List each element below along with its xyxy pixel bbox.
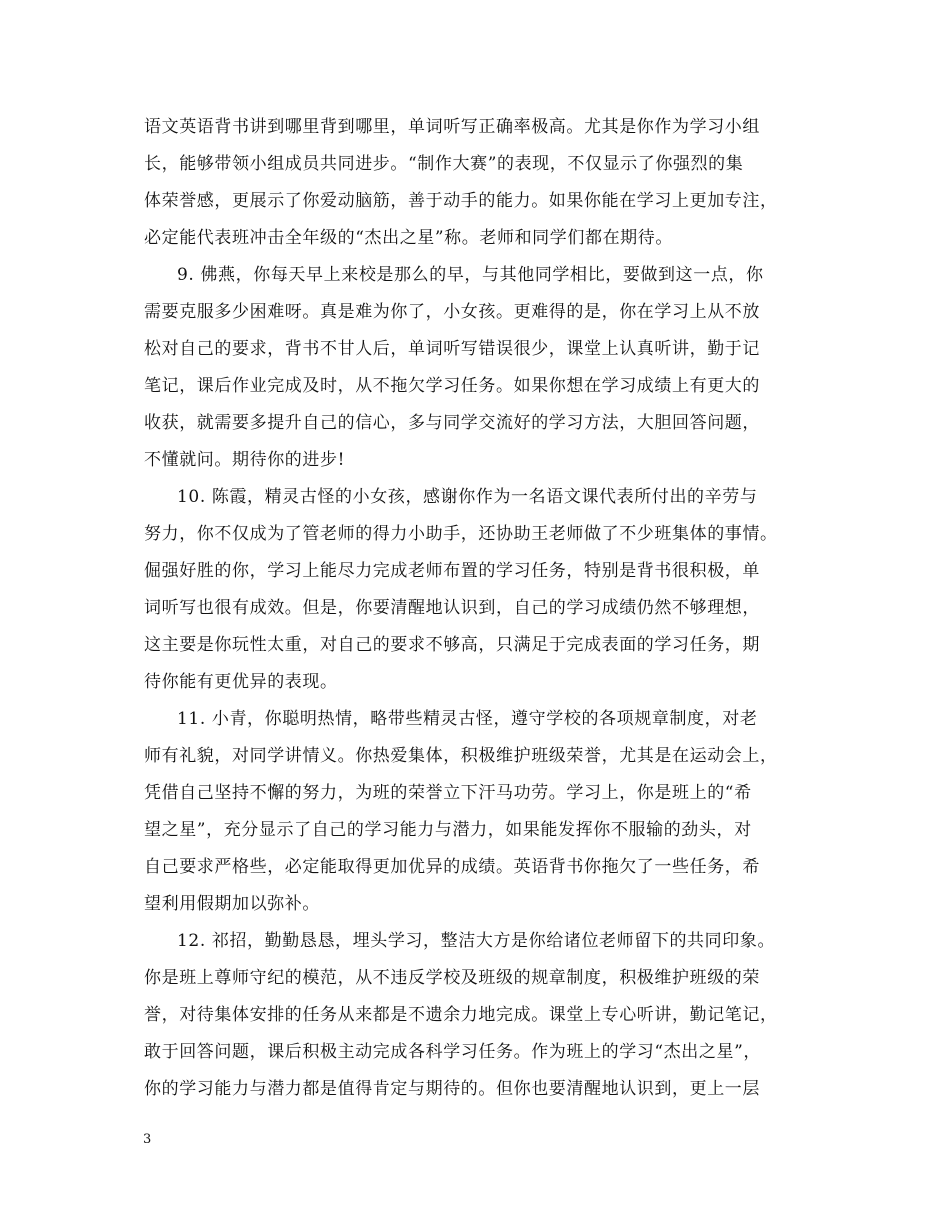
paragraph-start-9: 9. 佛燕，你每天早上来校是那么的早，与其他同学相比，要做到这一点，你: [177, 265, 764, 285]
text-line: 敢于回答问题，课后积极主动完成各科学习任务。作为班上的学习“杰出之星”，: [144, 1042, 761, 1062]
text-line: 松对自己的要求，背书不甘人后，单词听写错误很少，课堂上认真听讲，勤于记: [144, 339, 760, 359]
page-number: 3: [143, 1132, 152, 1147]
text-line: 誉，对待集体安排的任务从来都是不遗余力地完成。课堂上专心听讲，勤记笔记，: [144, 1005, 778, 1025]
text-line: 笔记，课后作业完成及时，从不拖欠学习任务。如果你想在学习成绩上有更大的: [144, 376, 760, 396]
text-line: 望利用假期加以弥补。: [144, 894, 320, 914]
text-line: 努力，你不仅成为了管老师的得力小助手，还协助王老师做了不少班集体的事情。: [144, 524, 778, 544]
text-line: 师有礼貌，对同学讲情义。你热爱集体，积极维护班级荣誉，尤其是在运动会上，: [144, 746, 778, 766]
text-line: 词听写也很有成效。但是，你要清醒地认识到，自己的学习成绩仍然不够理想，: [144, 598, 760, 618]
paragraph-start-11: 11. 小青，你聪明热情，略带些精灵古怪，遵守学校的各项规章制度，对老: [177, 709, 758, 729]
text-line: 待你能有更优异的表现。: [144, 672, 338, 692]
text-line: 望之星”，充分显示了自己的学习能力与潜力，如果能发挥你不服输的劲头，对: [144, 820, 752, 840]
text-line: 倔强好胜的你，学习上能尽力完成老师布置的学习任务，特别是背书很积极，单: [144, 561, 760, 581]
text-line: 不懂就问。期待你的进步!: [144, 450, 346, 470]
text-line: 长，能够带领小组成员共同进步。“制作大赛”的表现，不仅显示了你强烈的集: [144, 154, 744, 174]
paragraph-start-12: 12. 祁招，勤勤恳恳，埋头学习，整洁大方是你给诸位老师留下的共同印象。: [177, 931, 776, 951]
paragraph-start-10: 10. 陈霞，精灵古怪的小女孩，感谢你作为一名语文课代表所付出的辛劳与: [177, 487, 758, 507]
text-line: 语文英语背书讲到哪里背到哪里，单词听写正确率极高。尤其是你作为学习小组: [144, 117, 760, 137]
text-line: 自己要求严格些，必定能取得更加优异的成绩。英语背书你拖欠了一些任务，希: [144, 857, 760, 877]
text-line: 体荣誉感，更展示了你爱动脑筋，善于动手的能力。如果你能在学习上更加专注，: [144, 191, 778, 211]
text-line: 需要克服多少困难呀。真是难为你了，小女孩。更难得的是，你在学习上从不放: [144, 302, 760, 322]
text-line: 收获，就需要多提升自己的信心，多与同学交流好的学习方法，大胆回答问题，: [144, 413, 760, 433]
text-line: 你的学习能力与潜力都是值得肯定与期待的。但你也要清醒地认识到，更上一层: [144, 1079, 760, 1099]
text-line: 你是班上尊师守纪的模范，从不违反学校及班级的规章制度，积极维护班级的荣: [144, 968, 760, 988]
text-line: 必定能代表班冲击全年级的“杰出之星”称。老师和同学们都在期待。: [144, 228, 673, 248]
text-line: 这主要是你玩性太重，对自己的要求不够高，只满足于完成表面的学习任务，期: [144, 635, 760, 655]
text-line: 凭借自己坚持不懈的努力，为班的荣誉立下汗马功劳。学习上，你是班上的“希: [144, 783, 752, 803]
